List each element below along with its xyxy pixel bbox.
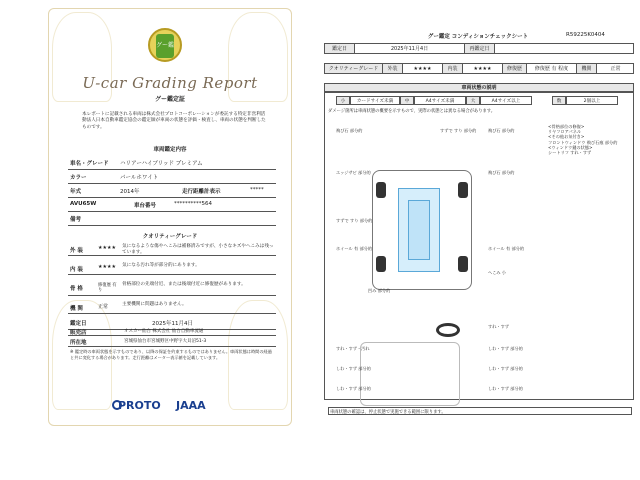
remark-item: フロントウィンドウ 飛び石痕 部分的 xyxy=(548,139,618,145)
quality-label: 機 関 xyxy=(70,306,83,312)
damage-label: すずで すり 部分的 xyxy=(440,128,477,133)
chassis-label: 車台番号 xyxy=(134,203,157,209)
exterior-label: 外装 xyxy=(383,64,403,73)
color-value: パールホワイト xyxy=(120,175,159,181)
damage-label: しわ・すず 部分的 xyxy=(488,386,523,391)
quality-desc: 骨格部位の先端付近、または後端付近に修復歴があります。 xyxy=(122,282,246,287)
legend-cell: 小 xyxy=(336,96,350,105)
location-row xyxy=(68,336,276,347)
date-grid xyxy=(324,43,634,54)
exterior-value: ★★★★ xyxy=(403,64,443,73)
notes-text: ※ 鑑定時の車両状態を示すものであり、以降の保証を約束するものではありません。車両状態は時間の経過と共に変化する場合があります。走行距離はメーター表示値を記載しています。 xyxy=(70,349,272,360)
wheel-icon xyxy=(376,256,386,272)
legend-cell: 2個以上 xyxy=(566,96,618,105)
quality-desc: 気になる汚れ等が部分的にあります。 xyxy=(122,263,200,268)
dealer-label: 販売店 xyxy=(70,330,87,336)
damage-label: 凹み 部分的 xyxy=(368,288,391,293)
legend-cell: A4サイズ未満 xyxy=(414,96,466,105)
remarks-row xyxy=(68,212,276,226)
model-value: AVU65W xyxy=(70,201,97,207)
color-label: カラー xyxy=(70,175,87,181)
quality-row-frame xyxy=(68,280,276,296)
date-label: 鑑定日 xyxy=(325,44,355,53)
damage-label: しわ・すず 部分的 xyxy=(336,386,371,391)
quality-stars: ★★★★ xyxy=(98,264,116,270)
dealer-value: オスカー仙台 株式会社 仙台自動車流通 xyxy=(124,329,204,334)
model-row xyxy=(68,198,276,212)
location-value: 宮城県仙台市宮城野区中野字大貝沼51-3 xyxy=(124,339,207,344)
legend-cell: カードサイズ未満 xyxy=(350,96,400,105)
report-subtitle: グー鑑定証 xyxy=(154,96,185,103)
engine-value: 正常 xyxy=(610,66,621,72)
damage-label: へこみ 小 xyxy=(488,270,507,275)
car-roof xyxy=(408,200,430,260)
car-name-value: ハリアーハイブリッド プレミアム xyxy=(120,161,203,167)
mileage-value: ***** xyxy=(250,187,264,193)
quality-desc: 気になるような傷やへこみは補修済みですが、小さなキズやへこみは残っています。 xyxy=(122,244,274,255)
quality-row-engine xyxy=(68,300,276,314)
remark-item: <その他お気付き> xyxy=(548,134,585,140)
intro-text: 本レポートに記載される車両は株式会社プロトコーポレーションが委託する特定非営利活動法人日本自動車鑑定協会の鑑定師が車両の状態を評価・検査し、車両の状態を判断したものです。 xyxy=(82,112,266,130)
damage-label: ホイール 有 部分的 xyxy=(488,246,525,251)
vehicle-section-title: 車両鑑定内容 xyxy=(153,147,187,153)
sheet-note: ダメージ箇所は車両状態の概要を示すもので、実際の状態とは異なる場合があります。 xyxy=(328,109,496,114)
engine-label: 機関 xyxy=(577,64,597,73)
quality-stars: 修復歴 有り xyxy=(98,283,117,293)
repair-value: 修復歴 有 程度 xyxy=(527,64,577,73)
doc-id: R59225K0404 xyxy=(566,32,605,38)
date-value: 2025年11月4日 xyxy=(355,44,465,53)
legend-cell: 大 xyxy=(466,96,480,105)
damage-label: 飛び石 部分的 xyxy=(488,128,515,133)
remark-item: リヤフロアパネル xyxy=(548,129,582,135)
damage-label: すれ・すず・汚れ xyxy=(336,346,370,351)
remark-item: <骨格部位の修復> xyxy=(548,124,585,129)
legend-cell: 数 xyxy=(552,96,566,105)
recheck-label: 再鑑定日 xyxy=(465,44,495,53)
wheel-icon xyxy=(376,182,386,198)
date-value: 2025年11月4日 xyxy=(152,321,193,327)
wheel-icon xyxy=(458,256,468,272)
interior-value: ★★★★ xyxy=(463,64,503,73)
chassis-value: **********564 xyxy=(174,201,212,207)
interior-label: 内装 xyxy=(443,64,463,73)
sheet-header: グー鑑定 コンディションチェックシート xyxy=(427,34,529,40)
damage-label: 飛び石 部分的 xyxy=(488,170,515,175)
quality-desc: 主要機関に問題はありません。 xyxy=(122,302,187,307)
color-row xyxy=(68,170,276,184)
car-diagram-interior xyxy=(360,342,460,406)
report-title: U-car Grading Report xyxy=(82,74,258,92)
location-label: 所在地 xyxy=(70,340,87,346)
damage-label: しわ・すず 部分的 xyxy=(488,346,523,351)
quality-row-exterior xyxy=(68,242,276,256)
car-name-label: 車名・グレード xyxy=(70,161,109,167)
legend-cell: A4サイズ以上 xyxy=(480,96,532,105)
quality-label: 外 装 xyxy=(70,248,83,254)
quality-section-title: クオリティーグレード xyxy=(142,234,198,240)
quality-label: 骨 格 xyxy=(70,286,83,292)
damage-label: エッジサビ 部分的 xyxy=(336,170,371,175)
badge-text: グー鑑定 xyxy=(156,34,174,58)
damage-label: しわ・すず 部分的 xyxy=(488,366,523,371)
damage-label: しわ・すず 部分的 xyxy=(336,366,371,371)
quality-label: 内 装 xyxy=(70,267,83,273)
car-name-row xyxy=(68,156,276,170)
year-value: 2014年 xyxy=(120,189,140,195)
wheel-icon xyxy=(458,182,468,198)
year-label: 年式 xyxy=(70,189,82,195)
dealer-row xyxy=(68,326,276,336)
damage-label: 飛び石 部分的 xyxy=(336,128,363,133)
damage-label: すれ・すず xyxy=(488,324,509,329)
year-row xyxy=(68,184,276,198)
sheet-title: 車両状態の説明 xyxy=(324,83,634,92)
repair-label: 修復歴 xyxy=(503,64,527,73)
remark-item: シートリフ すれ・すず xyxy=(548,150,592,156)
goo-badge xyxy=(148,28,182,73)
date-label: 鑑定日 xyxy=(70,321,87,327)
quality-stars: ★★★★ xyxy=(98,245,116,251)
grade-grid xyxy=(324,63,634,74)
sheet-footer: 車両状態の確認は、停止状態で実施できる範囲に限ります。 xyxy=(330,410,446,415)
mileage-label: 走行距離計表示 xyxy=(182,189,221,195)
steering-wheel-icon xyxy=(436,323,460,337)
jaaa-logo: JAAA xyxy=(176,399,206,412)
remarks-list xyxy=(548,124,628,155)
quality-row-interior xyxy=(68,261,276,275)
proto-logo: PROTO xyxy=(118,399,161,412)
grade-label: クオリティーグレード xyxy=(325,64,383,73)
damage-label: すずで すり 部分的 xyxy=(336,218,373,223)
damage-label: ホイール 有 部分的 xyxy=(336,246,373,251)
remarks-label: 備考 xyxy=(70,217,82,223)
legend-cell: 中 xyxy=(400,96,414,105)
remark-item: <ウィンドウ鍵の状態> xyxy=(548,144,593,150)
quality-stars: 正常 xyxy=(98,304,109,310)
